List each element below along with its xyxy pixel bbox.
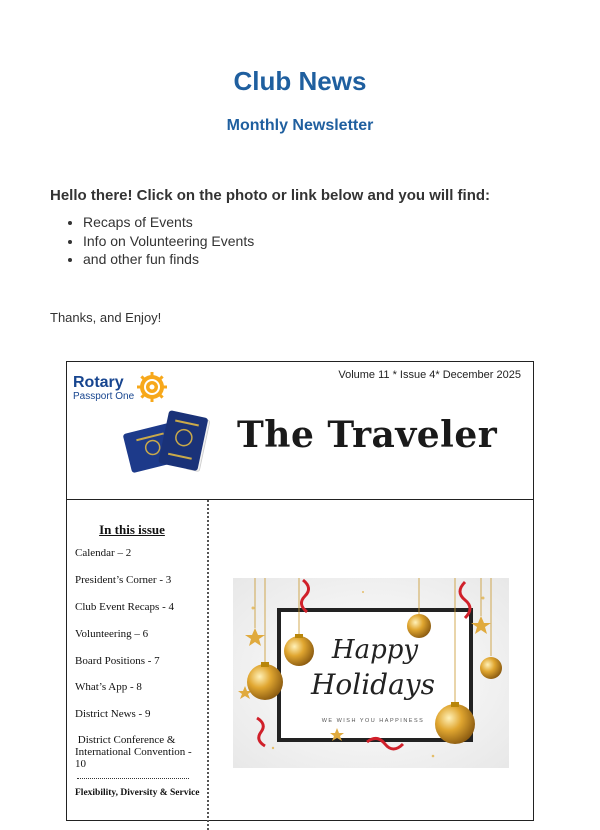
rotary-wheel-icon	[135, 370, 169, 404]
newsletter-masthead	[67, 362, 533, 500]
toc-item: Club Event Recaps - 4	[75, 601, 174, 613]
holiday-image[interactable]	[233, 578, 509, 768]
holiday-text-line2: Holidays	[311, 668, 435, 701]
toc-item: District Conference & International Convention - 10	[75, 734, 195, 770]
toc-item: District News - 9	[75, 708, 151, 720]
newsletter-title: The Traveler	[237, 414, 498, 456]
toc-item: Board Positions - 7	[75, 655, 160, 667]
table-of-contents	[67, 500, 209, 830]
highlights-list	[65, 213, 254, 269]
holiday-tagline: WE WISH YOU HAPPINESS	[321, 718, 425, 724]
list-item: • Info on Volunteering Events	[83, 232, 254, 251]
page-subtitle: Monthly Newsletter	[226, 117, 374, 134]
closing-text: Thanks, and Enjoy!	[50, 310, 162, 325]
holiday-text-line1: Happy	[331, 635, 419, 665]
toc-heading: In this issue	[99, 522, 165, 537]
newsletter-cover-link[interactable]	[66, 361, 534, 821]
intro-text: Hello there! Click on the photo or link below and you will find:	[50, 187, 491, 204]
rotary-logo	[73, 374, 134, 402]
toc-item: Calendar – 2	[75, 547, 132, 559]
toc-footer: Flexibility, Diversity & Service	[75, 788, 200, 798]
list-item: • and other fun finds	[83, 250, 254, 269]
rotary-logo-subtitle: Passport One	[73, 391, 135, 402]
toc-item: President’s Corner - 3	[75, 574, 172, 586]
toc-divider	[77, 778, 189, 779]
toc-item: What’s App - 8	[75, 681, 142, 693]
toc-item: Volunteering – 6	[75, 628, 149, 640]
passport-icon	[119, 404, 219, 476]
issue-info: Volume 11 * Issue 4* December 2025	[338, 369, 521, 381]
rotary-logo-name: Rotary	[73, 374, 124, 391]
page-title: Club News	[233, 66, 367, 96]
list-item: • Recaps of Events	[83, 213, 254, 232]
